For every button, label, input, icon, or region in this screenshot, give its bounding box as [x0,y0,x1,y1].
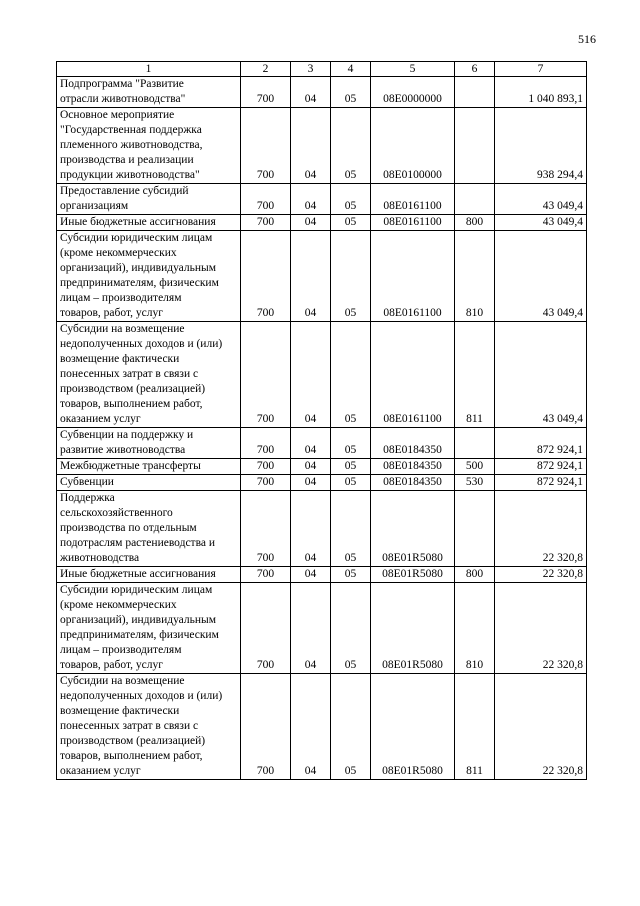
row-name-line: товаров, выполнением работ, [60,398,203,410]
row-amount: 22 320,8 [495,674,587,780]
row-col-5: 08Е0184350 [371,459,455,475]
row-col-6: 810 [455,583,495,674]
row-col-2: 700 [241,475,291,491]
row-name-line: Субсидии на возмещение [60,675,185,687]
row-name-line: производства по отдельным [60,522,197,534]
row-name-line: животноводства [60,552,140,564]
row-name-line: организаций), индивидуальным [60,262,217,274]
row-col-2: 700 [241,674,291,780]
row-col-4: 05 [331,322,371,428]
row-name-line: Субвенции на поддержку и [60,429,194,441]
row-col-5: 08Е0161100 [371,184,455,215]
row-name [57,583,241,674]
row-col-2: 700 [241,231,291,322]
row-col-5: 08Е01R5080 [371,583,455,674]
row-name [57,77,241,108]
row-name-line: оказанием услуг [60,765,141,777]
row-col-5: 08Е0161100 [371,215,455,231]
row-col-5: 08Е0161100 [371,231,455,322]
column-header: 3 [291,62,331,77]
row-col-4: 05 [331,475,371,491]
row-amount: 938 294,4 [495,108,587,184]
row-name-line: отрасли животноводства" [60,93,186,105]
row-amount: 43 049,4 [495,322,587,428]
row-name-line: Иные бюджетные ассигнования [60,568,216,580]
column-header: 2 [241,62,291,77]
row-col-4: 05 [331,215,371,231]
row-col-2: 700 [241,459,291,475]
row-col-5: 08Е0000000 [371,77,455,108]
table-header-row [57,62,587,77]
row-name-line: предпринимателям, физическим [60,277,219,289]
row-name-line: Субвенции [60,476,114,488]
column-header: 5 [371,62,455,77]
row-col-2: 700 [241,108,291,184]
row-name-line: понесенных затрат в связи с [60,720,199,732]
row-col-2: 700 [241,491,291,567]
row-col-6: 811 [455,322,495,428]
row-col-4: 05 [331,491,371,567]
row-col-2: 700 [241,567,291,583]
row-name-line: (кроме некоммерческих [60,247,177,259]
row-col-3: 04 [291,674,331,780]
table-row [57,231,587,322]
row-col-6: 800 [455,215,495,231]
row-name [57,108,241,184]
row-col-2: 700 [241,77,291,108]
row-name-line: (кроме некоммерческих [60,599,177,611]
row-col-6 [455,77,495,108]
table-row [57,674,587,780]
row-col-5: 08Е01R5080 [371,567,455,583]
row-name-line: организаций), индивидуальным [60,614,217,626]
row-col-6 [455,428,495,459]
row-col-3: 04 [291,77,331,108]
column-header: 1 [57,62,241,77]
table-row [57,428,587,459]
row-name-line: недополученных доходов и (или) [60,338,223,350]
row-col-4: 05 [331,428,371,459]
row-col-6 [455,184,495,215]
row-col-3: 04 [291,215,331,231]
row-name-line: Основное мероприятие [60,109,175,121]
row-col-6: 500 [455,459,495,475]
row-col-3: 04 [291,491,331,567]
row-amount: 22 320,8 [495,583,587,674]
row-col-3: 04 [291,475,331,491]
row-col-4: 05 [331,77,371,108]
row-name [57,475,241,491]
row-name-line: товаров, выполнением работ, [60,750,203,762]
table-row [57,108,587,184]
row-col-3: 04 [291,583,331,674]
column-header: 6 [455,62,495,77]
row-amount: 22 320,8 [495,491,587,567]
row-name-line: недополученных доходов и (или) [60,690,223,702]
table-row [57,567,587,583]
row-amount: 872 924,1 [495,428,587,459]
row-name-line: возмещение фактически [60,705,180,717]
row-col-5: 08Е01R5080 [371,491,455,567]
row-col-4: 05 [331,674,371,780]
row-name-line: развитие животноводства [60,444,186,456]
row-amount: 22 320,8 [495,567,587,583]
row-col-2: 700 [241,583,291,674]
row-name-line: Подпрограмма "Развитие [60,78,184,90]
row-name-line: подотраслям растениеводства и [60,537,215,549]
table-row [57,459,587,475]
row-amount: 43 049,4 [495,215,587,231]
row-name-line: понесенных затрат в связи с [60,368,199,380]
row-name-line: товаров, работ, услуг [60,307,163,319]
row-col-6: 530 [455,475,495,491]
row-name-line: Субсидии юридическим лицам [60,232,213,244]
row-name-line: производством (реализацией) [60,735,206,747]
row-col-3: 04 [291,184,331,215]
row-col-3: 04 [291,459,331,475]
row-amount: 1 040 893,1 [495,77,587,108]
row-col-3: 04 [291,231,331,322]
row-name [57,322,241,428]
row-col-4: 05 [331,567,371,583]
row-col-6 [455,491,495,567]
row-name-line: племенного животноводства, [60,139,203,151]
row-amount: 872 924,1 [495,459,587,475]
page-number: 516 [578,32,596,46]
row-name [57,567,241,583]
table-row [57,184,587,215]
table-row [57,491,587,567]
row-name-line: Поддержка [60,492,115,504]
row-col-3: 04 [291,108,331,184]
row-col-4: 05 [331,583,371,674]
row-amount: 43 049,4 [495,184,587,215]
row-col-5: 08Е01R5080 [371,674,455,780]
budget-table [56,61,587,780]
row-col-2: 700 [241,184,291,215]
row-name-line: сельскохозяйственного [60,507,173,519]
row-name-line: предпринимателям, физическим [60,629,219,641]
row-col-6 [455,108,495,184]
row-col-6: 811 [455,674,495,780]
row-name-line: лицам – производителям [60,292,182,304]
row-col-4: 05 [331,231,371,322]
row-name [57,674,241,780]
row-name-line: производством (реализацией) [60,383,206,395]
row-name-line: товаров, работ, услуг [60,659,163,671]
row-col-4: 05 [331,459,371,475]
row-col-5: 08Е0161100 [371,322,455,428]
row-col-5: 08Е0100000 [371,108,455,184]
row-col-4: 05 [331,108,371,184]
row-col-4: 05 [331,184,371,215]
row-col-6: 800 [455,567,495,583]
table-row [57,322,587,428]
row-col-2: 700 [241,322,291,428]
column-header: 4 [331,62,371,77]
row-name [57,231,241,322]
column-header: 7 [495,62,587,77]
table-row [57,77,587,108]
row-col-3: 04 [291,322,331,428]
row-name [57,215,241,231]
row-amount: 43 049,4 [495,231,587,322]
row-name-line: организациям [60,200,129,212]
row-name-line: лицам – производителям [60,644,182,656]
row-col-2: 700 [241,428,291,459]
table-row [57,583,587,674]
row-col-3: 04 [291,567,331,583]
row-name-line: Предоставление субсидий [60,185,189,197]
table-row [57,475,587,491]
row-name-line: Субсидии юридическим лицам [60,584,213,596]
row-col-3: 04 [291,428,331,459]
row-col-6: 810 [455,231,495,322]
row-name-line: продукции животноводства" [60,169,200,181]
row-name-line: возмещение фактически [60,353,180,365]
row-name [57,491,241,567]
row-col-5: 08Е0184350 [371,475,455,491]
row-name-line: Иные бюджетные ассигнования [60,216,216,228]
row-name [57,459,241,475]
row-name-line: производства и реализации [60,154,194,166]
table-row [57,215,587,231]
row-name [57,428,241,459]
row-name-line: Межбюджетные трансферты [60,460,201,472]
row-amount: 872 924,1 [495,475,587,491]
row-name [57,184,241,215]
row-col-5: 08Е0184350 [371,428,455,459]
row-name-line: оказанием услуг [60,413,141,425]
row-name-line: Субсидии на возмещение [60,323,185,335]
row-col-2: 700 [241,215,291,231]
row-name-line: "Государственная поддержка [60,124,202,136]
